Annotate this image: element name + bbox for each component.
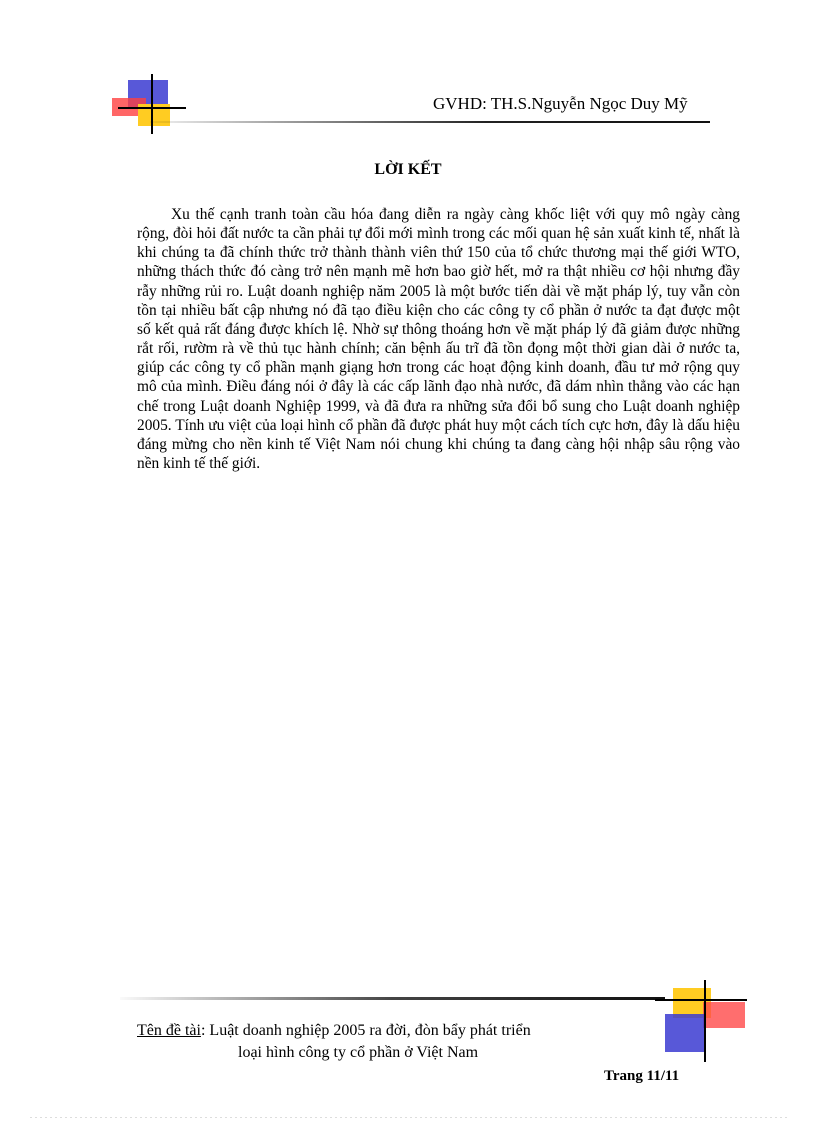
instructor-header: GVHD: TH.S.Nguyễn Ngọc Duy Mỹ	[433, 94, 688, 113]
topic-line-1	[137, 1022, 531, 1040]
body-paragraph	[137, 205, 740, 473]
topic-line-2: loại hình công ty cổ phần ở Việt Nam	[238, 1044, 479, 1061]
header-decoration-logo	[108, 74, 188, 138]
body-text: Xu thế cạnh tranh toàn cầu hóa đang diễn ra ngày càng khốc liệt với quy mô ngày càng rộng, đòi hỏi đất nước ta cần phải tự đổi mới mình trong các mối quan hệ sản xuất kinh tế, nhất là khi chúng ta đã chính thức trở thành thành viên thứ 150 của tổ chức thương mại thế giới WTO, những thách thức đó càng trở nên mạnh mẽ hơn bao giờ hết, mở ra thật nhiều cơ hội nhưng đầy rẫy những rủi ro. Luật doanh nghiệp năm 2005 là một bước tiến dài về mặt pháp lý, tuy vẫn còn tồn tại nhiều bất cập nhưng nó đã tạo điều kiện cho các công ty cổ phần ở nước ta đạt được một số kết quả rất đáng được khích lệ. Nhờ sự thông thoáng hơn về mặt pháp lý đã giảm được những rắt rối, rườm rà về thủ tục hành chính; căn bệnh ấu trĩ đã tồn đọng một thời gian dài ở nước ta, giúp các công ty cổ phần mạnh giạng hơn trong các hoạt động kinh doanh, đầu tư mở rộng quy mô của mình. Điều đáng nói ở đây là các cấp lãnh đạo nhà nước, đã dám nhìn thẳng vào các hạn chế trong Luật doanh Nghiệp 1999, và đã đưa ra những sửa đổi bổ sung cho Luật doanh nghiệp 2005. Tính ưu việt của loại hình cổ phần đã được phát huy một cách tích cực hơn, đây là dấu hiệu đáng mừng cho nền kinh tế Việt Nam nói chung khi chúng ta đang càng hội nhập sâu rộng vào nền kinh tế thế giới.	[137, 206, 740, 473]
footer-decoration-logo	[655, 980, 750, 1062]
bottom-dotted-border	[30, 1117, 790, 1118]
header-divider	[150, 121, 710, 123]
page-number: Trang 11/11	[604, 1068, 680, 1084]
topic-label: Tên đề tài	[137, 1022, 201, 1039]
footer-divider	[120, 997, 665, 1000]
topic-text-1: : Luật doanh nghiệp 2005 ra đời, đòn bẩy phát triển	[200, 1022, 531, 1039]
page-title: LỜI KẾT	[374, 161, 442, 178]
